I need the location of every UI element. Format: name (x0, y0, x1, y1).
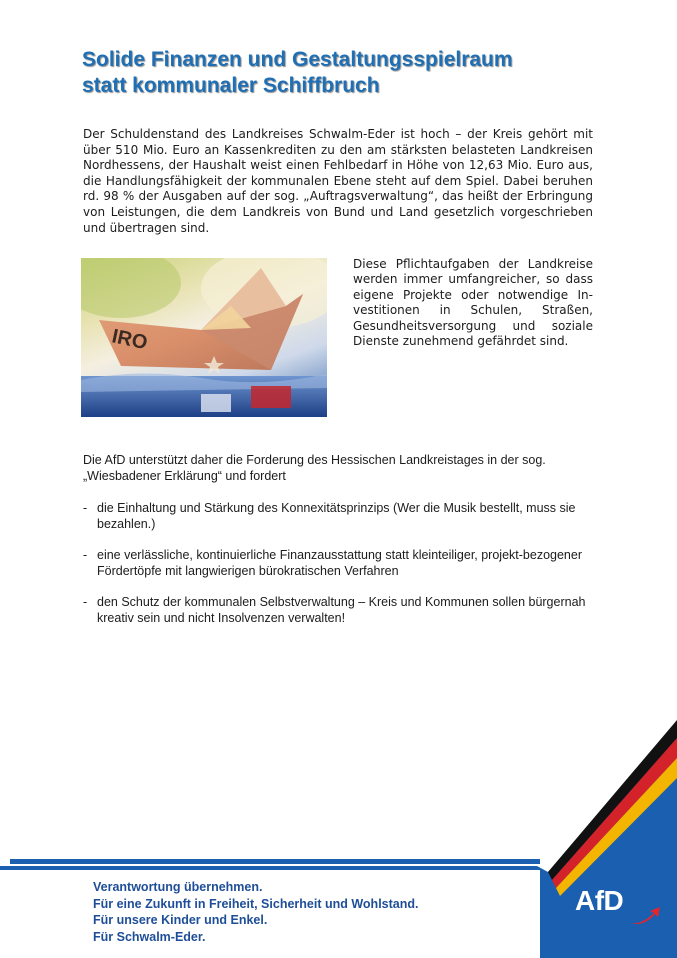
page-title (82, 47, 642, 99)
bullet-dash: - (83, 501, 88, 515)
bullet-dash: - (83, 595, 88, 609)
footer-line: Für unsere Kinder und Enkel. (93, 913, 268, 928)
list-item-text: die Einhaltung und Stärkung des Konnexitätsprinzips (Wer die Musik bestellt, muss sie bezahlen.) (97, 501, 576, 531)
list-item-text: eine verlässliche, kontinuierliche Finanzausstattung statt kleinteiliger, projekt-bezogener Fördertöpfe mit langwierigen bürokratischen Verfahren (97, 548, 582, 578)
demands-section (83, 452, 603, 641)
list-item (83, 594, 603, 626)
list-item (83, 547, 603, 579)
afd-logo: AfD (575, 885, 624, 916)
demands-intro: Die AfD unterstützt daher die Forderung des Hessischen Landkreistages in der sog. „Wiesbadener Erklärung“ und fordert (83, 453, 546, 483)
paper-boat-illustration (81, 258, 327, 417)
demands-list (83, 500, 603, 626)
footer-rule (10, 859, 540, 864)
list-item (83, 500, 603, 532)
footer-line: Für eine Zukunft in Freiheit, Sicherheit und Wohlstand. (93, 896, 419, 911)
footer-line: Für Schwalm-Eder. (93, 929, 206, 944)
bullet-dash: - (83, 548, 88, 562)
footer-slogan (93, 879, 418, 945)
list-item-text: den Schutz der kommunalen Selbstverwaltung – Kreis und Kommunen sollen bürgernah kreativ sein und nicht Insolvenzen verwalten! (97, 595, 586, 625)
intro-paragraph: Der Schuldenstand des Landkreises Schwalm-Eder ist hoch – der Kreis gehört mit über 510 Mio. Euro an Kassenkrediten zu den am stärksten belasteten Landkreisen Nordhessens, der Haushalt weist einen Fehlbedarf in Höhe von 12,63 Mio. Euro aus, die Handlungsfähigkeit der kommunalen Ebene steht auf dem Spiel. Dabei beruhen rd. 98 % der Ausgaben auf der sog. „Auftragsverwaltung“, das heißt der Erbringung von Leistungen, die dem Landkreis von Bund und Land gesetzlich vorgeschrieben und übertragen sind. (83, 127, 593, 235)
banknote-text: IRO (109, 325, 150, 355)
footer-line: Verantwortung übernehmen. (93, 880, 263, 894)
title-line-1: Solide Finanzen und Gestaltungsspielraum (82, 48, 513, 71)
title-line-2: statt kommunaler Schiffbruch (82, 74, 380, 97)
logo-arrow-icon (628, 905, 662, 927)
paper-boat-photo (81, 258, 327, 417)
side-paragraph: Diese Pflichtaufgaben der Landkreise werden immer umfangreicher, so dass eigene Projekte oder notwendige In-vestitionen in Schulen, Straßen, Gesundheitsversorgung und soziale Dienste zunehmend gefährdet sind. (353, 257, 593, 349)
